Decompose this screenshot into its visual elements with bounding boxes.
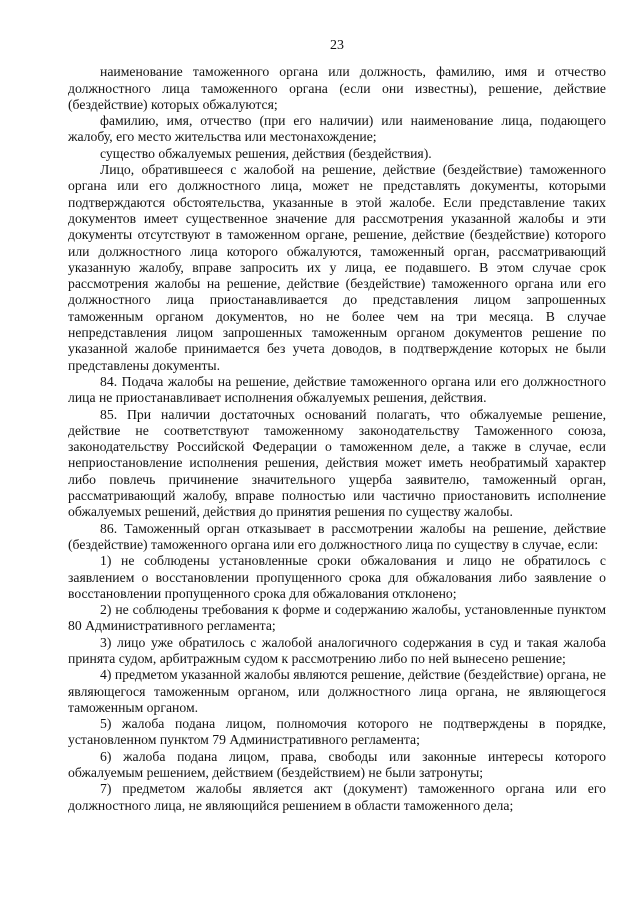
list-item-7: 7) предметом жалобы является акт (документ) таможенного органа или его должностного лица, не являющийся решением в области таможенного дела; <box>68 781 606 813</box>
paragraph-essence: существо обжалуемых решения, действия (бездействия). <box>100 145 432 161</box>
paragraph-name-of-authority: наименование таможенного органа или должность, фамилию, имя и отчество должностного лица таможенного органа (если они известны), решение, действие (бездействие) которых обжалуются; <box>68 64 606 112</box>
list-item-5: 5) жалоба подана лицом, полномочия которого не подтверждены в порядке, установленном пунктом 79 Административного регламента; <box>68 716 606 748</box>
paragraph-documents: Лицо, обратившееся с жалобой на решение, действие (бездействие) таможенного органа или его должностного лица, может не представлять документы, которыми подтверждаются обстоятельства, указанные в этой жалобе. Если представление таких документов имеет существенное значение для рассмотрения указанной жалобы и эти документы отсутствуют в таможенном органе, решение, действие (бездействие) которого или должностного лица которого обжалуются, таможенный орган, рассматривающий указанную жалобу, вправе запросить их у лица, ее подавшего. В этом случае срок рассмотрения жалобы на решение, действие (бездействие) таможенного органа или его должностного лица приостанавливается до представления лицом запрошенных таможенным органом документов, но не более чем на три месяца. В случае непредставления лицом запрошенных таможенным органом документов решение по указанной жалобе принимается без учета доводов, в подтверждение которых не были представлены документы. <box>68 162 606 373</box>
list-item-6: 6) жалоба подана лицом, права, свободы или законные интересы которого обжалуемым решением, действием (бездействием) не были затронуты; <box>68 748 606 781</box>
paragraph-84: 84. Подача жалобы на решение, действие таможенного органа или его должностного лица не приостанавливает исполнения обжалуемых решения, действия. <box>68 373 606 406</box>
list-item-4: 4) предметом указанной жалобы являются решение, действие (бездействие) органа, не являющегося таможенным органом, или должностного лица органа, не являющегося таможенным органом. <box>68 667 606 715</box>
page-number: 23 <box>330 38 344 53</box>
list-item-3: 3) лицо уже обратилось с жалобой аналогичного содержания в суд и такая жалоба принята судом, арбитражным судом к рассмотрению либо по ней вынесено решение; <box>68 634 606 666</box>
list-item-2: 2) не соблюдены требования к форме и содержанию жалобы, установленные пунктом 80 Административного регламента; <box>68 602 606 634</box>
list-item-1: 1) не соблюдены установленные сроки обжалования и лицо не обратилось с заявлением о восстановлении пропущенного срока для обжалования либо заявление о восстановлении пропущенного срока для обжалования отклонено; <box>68 553 606 601</box>
document-page <box>68 38 606 814</box>
paragraph-85: 85. При наличии достаточных оснований полагать, что обжалуемые решение, действие не соответствуют таможенному законодательству Таможенного союза, законодательству Российской Федерации о таможенном деле, а также в случае, если неприостановление исполнения решения, действия может иметь необратимый характер либо повлечь причинение значительного ущерба заявителю, таможенный орган, рассматривающий жалобу, вправе полностью или частично приостановить исполнение обжалуемых решений, действия до принятия решения по существу жалобы. <box>68 406 606 520</box>
paragraph-86: 86. Таможенный орган отказывает в рассмотрении жалобы на решение, действие (бездействие) таможенного органа или его должностного лица по существу в случае, если: <box>68 520 606 552</box>
paragraph-applicant-name: фамилию, имя, отчество (при его наличии) или наименование лица, подающего жалобу, его место жительства или местонахождение; <box>68 113 606 145</box>
